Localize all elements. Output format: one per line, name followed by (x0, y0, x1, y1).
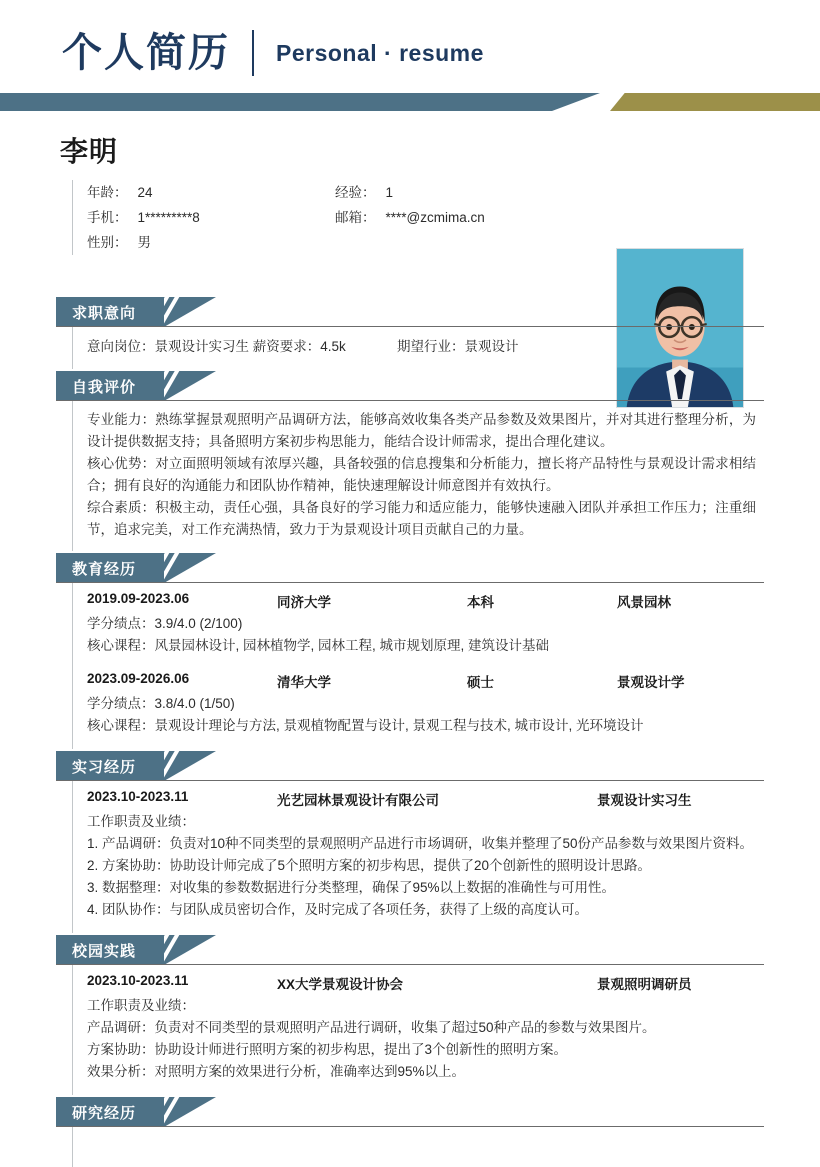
header-title-group (62, 30, 484, 76)
section-title: 教育经历 (72, 560, 137, 578)
education-gpa-line (87, 613, 764, 635)
header-banner (0, 93, 820, 111)
section-header (0, 1097, 820, 1127)
section-title: 实习经历 (72, 758, 137, 776)
info-field-experience (335, 180, 393, 205)
internship-duty-item: 2. 方案协助：协助设计师完成了5个照明方案的初步构思，提供了20个创新性的照明设计思路。 (87, 858, 652, 873)
person-block (0, 120, 820, 295)
section-body (72, 781, 764, 933)
intent-salary-value: 4.5k (320, 339, 346, 354)
education-courses-line (87, 715, 764, 737)
intent-row (87, 335, 764, 359)
section-body (72, 583, 764, 749)
page-header (0, 0, 820, 120)
section-tag (56, 553, 164, 583)
education-date: 2023.09-2026.06 (87, 671, 190, 686)
section-header (0, 553, 820, 583)
education-degree: 硕士 (467, 675, 494, 690)
internship-company: 光艺园林景观设计有限公司 (277, 793, 439, 808)
education-gpa-value: 3.8/4.0 (1/50) (154, 696, 235, 711)
education-major: 景观设计学 (617, 675, 685, 690)
intent-industry (397, 335, 519, 359)
info-value: 1 (385, 185, 394, 200)
section-rule (56, 964, 764, 965)
info-field-phone (87, 205, 335, 230)
education-gpa-value: 3.9/4.0 (2/100) (154, 616, 243, 631)
info-field-gender (87, 230, 335, 255)
section-body (72, 965, 764, 1095)
section-stripes-decor (164, 371, 216, 401)
section-stripes-decor (164, 297, 216, 327)
intent-industry-label: 期望行业： (397, 339, 465, 354)
internship-date: 2023.10-2023.11 (87, 789, 189, 804)
title-divider (252, 30, 254, 76)
education-school: 同济大学 (277, 595, 331, 610)
section-title: 研究经历 (72, 1104, 137, 1122)
section-tag (56, 371, 164, 401)
intent-position-and-salary (87, 335, 397, 359)
section-research (0, 1097, 820, 1167)
info-label: 邮箱： (335, 210, 376, 225)
internship-duties-label: 工作职责及业绩： (87, 814, 195, 829)
info-value: 男 (137, 235, 151, 250)
section-header (0, 751, 820, 781)
section-rule (56, 780, 764, 781)
section-stripes-decor (164, 751, 216, 781)
education-gpa-label: 学分绩点： (87, 616, 155, 631)
info-label: 年龄： (87, 185, 128, 200)
internship-entry-header (87, 789, 764, 811)
section-title: 校园实践 (72, 942, 137, 960)
info-value: 1*********8 (137, 210, 200, 225)
section-header (0, 297, 820, 327)
section-header (0, 935, 820, 965)
education-entry-header (87, 591, 764, 613)
internship-duty-item: 4. 团队协作：与团队成员密切合作，及时完成了各项任务，获得了上级的高度认可。 (87, 902, 589, 917)
section-stripes-decor (164, 553, 216, 583)
education-courses-value: 风景园林设计, 园林植物学, 园林工程, 城市规划原理, 建筑设计基础 (154, 638, 550, 653)
info-row (87, 180, 592, 205)
campus-duty-item: 效果分析：对照明方案的效果进行分析，准确率达到95%以上。 (87, 1064, 466, 1079)
section-stripes-decor (164, 1097, 216, 1127)
section-education (0, 553, 820, 749)
internship-role: 景观设计实习生 (597, 793, 692, 808)
campus-organization: XX大学景观设计协会 (277, 977, 404, 992)
campus-date: 2023.10-2023.11 (87, 973, 189, 988)
campus-entry (87, 973, 764, 1083)
intent-position-label: 意向岗位： (87, 339, 155, 354)
education-courses-line (87, 635, 764, 657)
section-rule (56, 400, 764, 401)
section-tag (56, 751, 164, 781)
section-title: 求职意向 (72, 304, 137, 322)
education-entry (87, 671, 764, 737)
internship-duty-item: 1. 产品调研：负责对10种不同类型的景观照明产品进行市场调研，收集并整理了50份产品参数与效果图片资料。 (87, 836, 754, 851)
campus-duty-item: 产品调研：负责对不同类型的景观照明产品进行调研，收集了超过50种产品的参数与效果图片。 (87, 1020, 656, 1035)
internship-entry (87, 789, 764, 921)
section-job-intent (0, 297, 820, 369)
education-gpa-label: 学分绩点： (87, 696, 155, 711)
banner-right-bar (610, 93, 820, 111)
info-label: 性别： (87, 235, 128, 250)
self-eval-paragraph: 专业能力：熟练掌握景观照明产品调研方法，能够高效收集各类产品参数及效果图片，并对其进行整理分析，为设计提供数据支持；具备照明方案初步构思能力，能结合设计师需求，提出合理化建议。 (87, 412, 756, 449)
info-row (87, 205, 592, 230)
campus-duty-item: 方案协助：协助设计师进行照明方案的初步构思，提出了3个创新性的照明方案。 (87, 1042, 568, 1057)
info-value: ****@zcmima.cn (385, 210, 485, 225)
section-tag (56, 297, 164, 327)
person-name: 李明 (60, 136, 119, 167)
education-courses-label: 核心课程： (87, 718, 155, 733)
info-label: 经验： (335, 185, 376, 200)
section-body (72, 327, 764, 369)
education-courses-label: 核心课程： (87, 638, 155, 653)
intent-industry-value: 景观设计 (464, 339, 519, 354)
education-gpa-line (87, 693, 764, 715)
section-internship (0, 751, 820, 933)
info-value: 24 (137, 185, 153, 200)
education-school: 清华大学 (277, 675, 331, 690)
section-tag (56, 1097, 164, 1127)
page-title-cn: 个人简历 (62, 31, 230, 75)
section-self-evaluation (0, 371, 820, 551)
section-body (72, 401, 764, 551)
section-rule (56, 326, 764, 327)
section-rule (56, 582, 764, 583)
research-entry-placeholder (87, 1135, 764, 1157)
education-date: 2019.09-2023.06 (87, 591, 190, 606)
section-rule (56, 1126, 764, 1127)
education-entry (87, 591, 764, 657)
internship-duty-item: 3. 数据整理：对收集的参数数据进行分类整理，确保了95%以上数据的准确性与可用性。 (87, 880, 616, 895)
self-eval-paragraph: 综合素质：积极主动，责任心强，具备良好的学习能力和适应能力，能够快速融入团队并承担工作压力；注重细节，追求完美，对工作充满热情，致力于为景观设计项目贡献自己的力量。 (87, 500, 756, 537)
education-major: 风景园林 (617, 595, 671, 610)
campus-role: 景观照明调研员 (597, 977, 692, 992)
self-eval-paragraph: 核心优势：对立面照明领域有浓厚兴趣，具备较强的信息搜集和分析能力，擅长将产品特性与景观设计需求相结合；拥有良好的沟通能力和团队协作精神，能快速理解设计师意图并有效执行。 (87, 456, 756, 493)
banner-left-bar (0, 93, 600, 111)
page-title-en: Personal · resume (276, 39, 484, 66)
info-field-age (87, 180, 335, 205)
intent-salary-label: 薪资要求： (252, 339, 321, 354)
education-courses-value: 景观设计理论与方法, 景观植物配置与设计, 景观工程与技术, 城市设计, 光环境设计 (154, 718, 644, 733)
person-info-block (72, 180, 592, 255)
education-entry-header (87, 671, 764, 693)
section-body (72, 1127, 764, 1167)
info-row (87, 230, 592, 255)
education-degree: 本科 (467, 595, 494, 610)
campus-duties-label: 工作职责及业绩： (87, 998, 195, 1013)
section-tag (56, 935, 164, 965)
section-campus-practice (0, 935, 820, 1095)
intent-position-value: 景观设计实习生 (154, 339, 249, 354)
info-label: 手机： (87, 210, 128, 225)
section-header (0, 371, 820, 401)
info-field-email (335, 205, 485, 230)
section-title: 自我评价 (72, 378, 137, 396)
campus-entry-header (87, 973, 764, 995)
section-stripes-decor (164, 935, 216, 965)
